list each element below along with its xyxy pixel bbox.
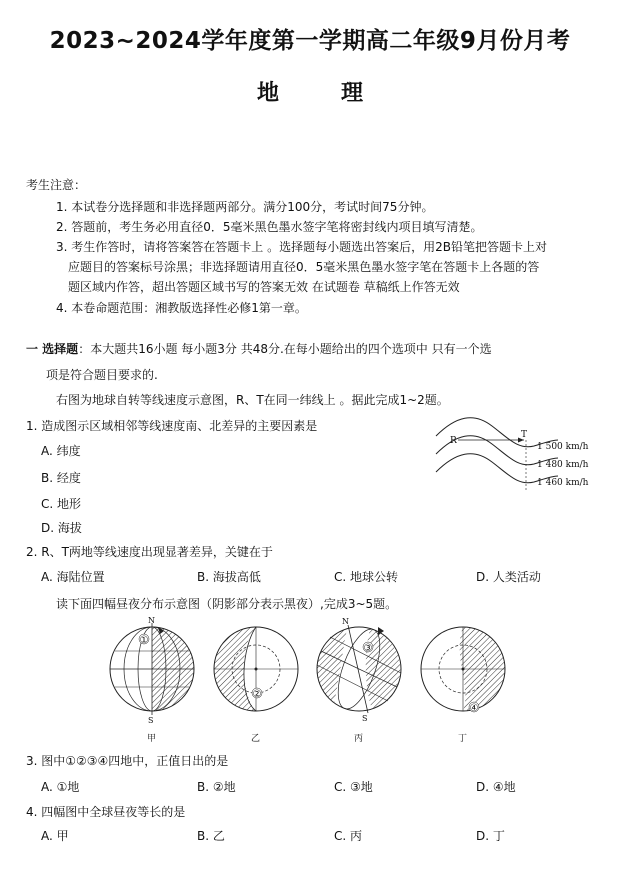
- globe-jia: [110, 617, 194, 743]
- caption-jia: 甲: [147, 734, 157, 743]
- section-label: 一 选择题: [26, 342, 79, 356]
- notice-item-3: 3. 考生作答时，请将答案答在答题卡上 。选择题每小题选出答案后，用2B铅笔把答题卡上对: [56, 240, 547, 254]
- speed-label-1460: 1 460 km/h: [537, 478, 589, 488]
- q1-option-b[interactable]: B. 经度: [41, 471, 81, 485]
- marker-2: ②: [252, 689, 262, 700]
- q3-option-b[interactable]: B. ②地: [197, 780, 236, 794]
- passage-2: 读下面四幅昼夜分布示意图（阴影部分表示黑夜）,完成3~5题。: [56, 597, 398, 611]
- q4-option-a[interactable]: A. 甲: [41, 829, 69, 843]
- caption-yi: 乙: [251, 734, 261, 743]
- q1-option-d[interactable]: D. 海拔: [41, 521, 82, 535]
- passage-1: 右图为地球自转等线速度示意图，R、T在同一纬线上 。据此完成1~2题。: [56, 393, 449, 407]
- pole-s-bing: S: [362, 714, 368, 723]
- speed-label-1480: 1 480 km/h: [537, 460, 589, 470]
- caption-bing: 丙: [354, 734, 364, 743]
- q2-option-d[interactable]: D. 人类活动: [476, 570, 541, 584]
- globe-yi: [214, 627, 298, 743]
- q1-option-c[interactable]: C. 地形: [41, 497, 82, 511]
- marker-4: ④: [469, 703, 479, 714]
- subject-char-2: 理: [341, 81, 364, 106]
- globe-bing: [317, 617, 401, 743]
- exam-title: 2023~2024学年度第一学期高二年级9月份月考: [49, 28, 571, 54]
- pole-n-bing: N: [342, 617, 349, 626]
- q2-stem: 2. R、T两地等线速度出现显著差异，关键在于: [26, 545, 273, 559]
- q4-option-b[interactable]: B. 乙: [197, 829, 225, 843]
- subject-title: [0, 76, 620, 107]
- q2-option-c[interactable]: C. 地球公转: [334, 570, 399, 584]
- section-text-2: 项是符合题目要求的.: [46, 368, 158, 382]
- notice-item-2: 2. 答题前，考生务必用直径0．5毫米黑色墨水签字笔将密封线内项目填写清楚。: [56, 220, 483, 234]
- notice-item-4: 4. 本卷命题范围：湘教版选择性必修1第一章。: [56, 301, 307, 315]
- q4-option-d[interactable]: D. 丁: [476, 829, 505, 843]
- notice-heading: 考生注意：: [26, 178, 87, 192]
- subject-char-1: 地: [256, 81, 279, 106]
- q1-stem: 1. 造成图示区域相邻等线速度南、北差异的主要因素是: [26, 419, 318, 433]
- q3-stem: 3. 图中①②③④四地中，正值日出的是: [26, 754, 229, 768]
- marker-3: ③: [363, 643, 373, 654]
- notice-item-1: 1. 本试卷分选择题和非选择题两部分。满分100分，考试时间75分钟。: [56, 200, 434, 214]
- caption-ding: 丁: [458, 734, 468, 743]
- label-t: T: [521, 430, 528, 440]
- q2-option-a[interactable]: A. 海陆位置: [41, 570, 105, 584]
- section-heading: [26, 341, 492, 357]
- q1-option-a[interactable]: A. 纬度: [41, 444, 81, 458]
- pole-n-jia: N: [148, 617, 155, 625]
- speed-label-1500: 1 500 km/h: [537, 442, 589, 452]
- q3-option-d[interactable]: D. ④地: [476, 780, 516, 794]
- q3-option-c[interactable]: C. ③地: [334, 780, 373, 794]
- speed-contour-figure: [434, 412, 596, 494]
- q4-option-c[interactable]: C. 丙: [334, 829, 363, 843]
- notice-item-3-cont-2: 题区域内作答，超出答题区域书写的答案无效 在试题卷 草稿纸上作答无效: [68, 280, 460, 294]
- day-night-globes-figure: [102, 617, 522, 743]
- notice-item-3-cont-1: 应题目的答案标号涂黑；非选择题请用直径0．5毫米黑色墨水签字笔在答题卡上各题的答: [68, 260, 540, 274]
- section-text-1: ：本大题共16小题 每小题3分 共48分.在每小题给出的四个选项中 只有一个选: [78, 342, 492, 356]
- q3-option-a[interactable]: A. ①地: [41, 780, 80, 794]
- q2-option-b[interactable]: B. 海拔高低: [197, 570, 261, 584]
- marker-1: ①: [139, 635, 149, 646]
- q4-stem: 4. 四幅图中全球昼夜等长的是: [26, 805, 186, 819]
- pole-s-jia: S: [148, 716, 154, 725]
- globe-ding: [421, 627, 505, 743]
- label-r: R: [450, 436, 457, 446]
